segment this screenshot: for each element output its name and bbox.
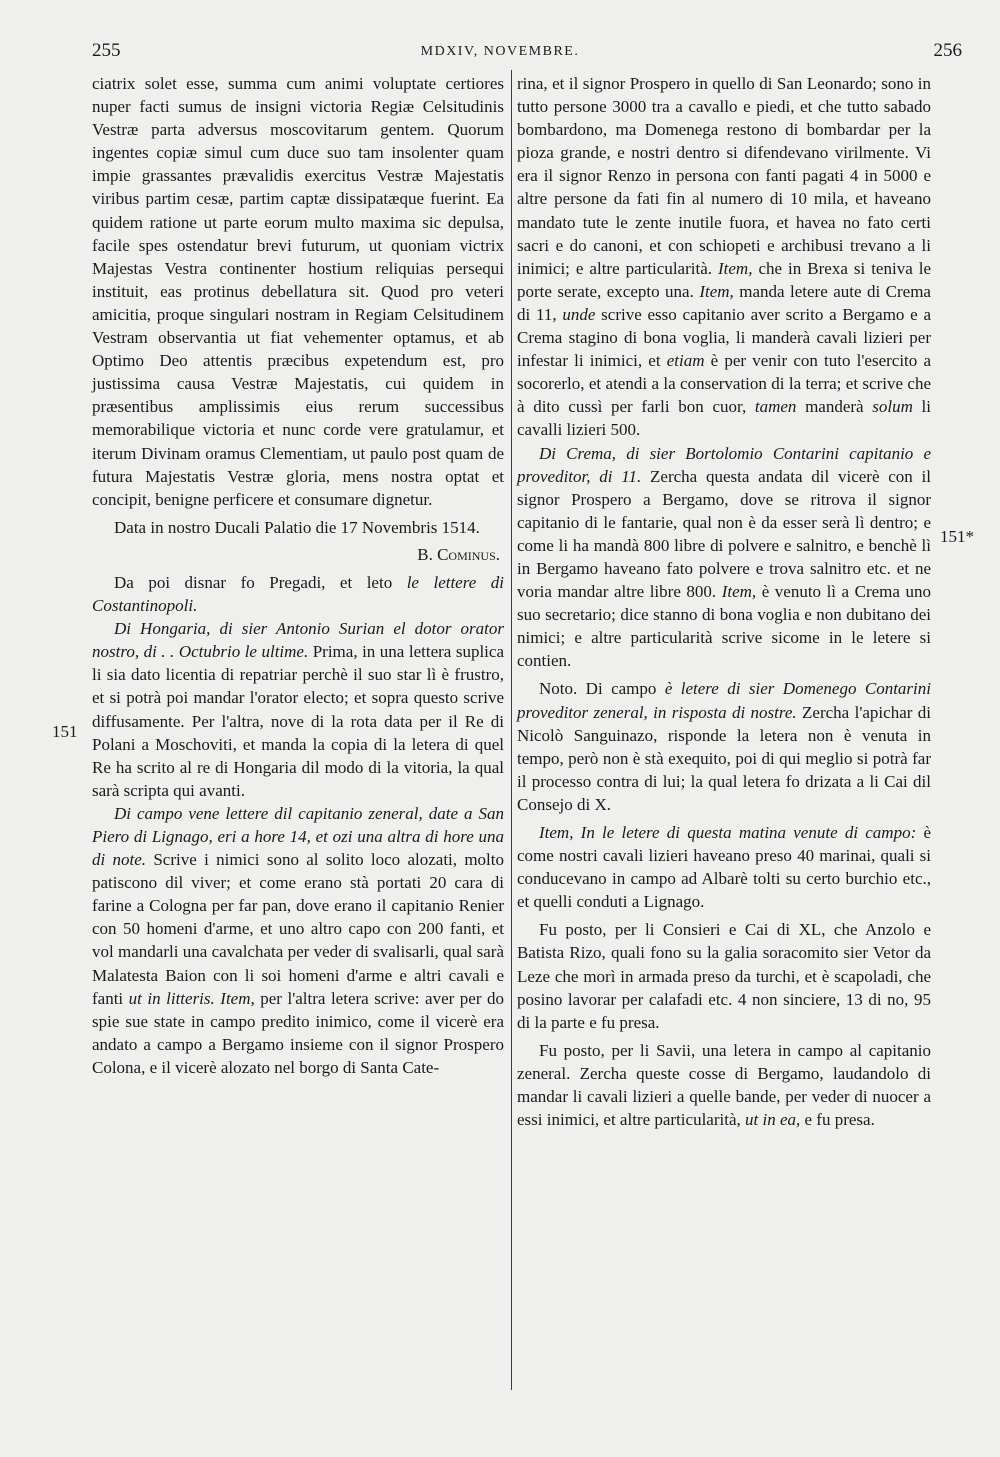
text: è per venir con tuto l'esercito a socorerlo, et atendi a la conservation di la terra; et scrive che à dito cussì per farli bon cuor, — [517, 351, 931, 417]
italic-text: solum — [872, 397, 913, 417]
paragraph-continuation — [517, 72, 931, 442]
letter-signature: B. Cominus. — [417, 544, 500, 564]
margin-note-right: 151* — [940, 527, 974, 546]
text: scrive esso capitanio aver scrito a Bergamo e a Crema stagino di bona voglia, li manderà cavali lizieri per infestar li inimici, et — [517, 304, 932, 371]
page-number-right: 256 — [933, 40, 962, 61]
text: rina, et il signor Prospero in quello di San Leonardo; sono in tutto persone 3000 tra a cavallo e piedi, et che tutto sabado bombardono, ma Domenega restono di bombardar per la pioza grande, e nostri dentro si difendevano virilmente. Vi era il signor Renzo in persona con fanti pagati 4 in 5000 e altre persone da fati fin al numero di 10 mila, et haveano mandato tute le zente inutile fuora, et havea no fato certi sacri e do canoni, et con schiopeti e archibusi trevano a li inimici; e altre particularità. — [517, 74, 931, 278]
text: manda letere aute di Crema di 11, — [517, 281, 931, 324]
text: Zercha l'apichar di Nicolò Sanguinazo, risponde la letera non è venuta in tempo, però non è stà exequito, poi di qui meglio si potrà far il processo contra di lui; la qual letera fo drizata a li Cai dil Consejo di X. — [517, 702, 932, 814]
paragraph-fu-posto-2 — [517, 1039, 931, 1131]
paragraph-pregadi — [92, 571, 504, 617]
italic-heading: Di campo vene lettere dil capitanio zeneral, date a San Piero di Lignago, eri a hore 14, et ozi una altra di hore una di note. — [92, 803, 504, 870]
paragraph-campo — [92, 802, 504, 1079]
italic-text: ut in litteris. Item, — [128, 988, 255, 1008]
text: Prima, in una lettera suplica li sia dato licentia di repatriar perchè il suo star lì è frustro, et si potrà poi mandar l'orator electo; et sopra questo scrive diffusamente. Per l'altra, nove di la rota data per il Re di Polani a Moschoviti, et manda la copia di la letera di quel Re ha scrito al re di Hongaria dil modo di la vitoria, la qual sarà scripta qui avanti. — [92, 642, 504, 800]
text: Zercha questa andata dil vicerè con il signor Prospero a Bergamo, dove se ritrova il signor capitanio di le fantarie, qual non è da esser serà lì dentro; e come li ha mandà 800 libre di polvere e salnitro, e benchè lì in Bergamo haveano fato polvere e trova salnitro etc. et ne voria mandar altre libre 800. — [517, 466, 932, 602]
column-divider — [511, 70, 512, 1390]
margin-note-left: 151 — [52, 722, 78, 741]
page-number-left: 255 — [92, 40, 121, 61]
text: che in Brexa si teniva le porte serate, excepto una. — [517, 258, 931, 301]
text: Da poi disnar fo Pregadi, et leto — [114, 572, 407, 592]
paragraph-item — [517, 821, 931, 913]
italic-text: etiam — [666, 351, 705, 371]
left-column — [92, 72, 504, 1079]
paragraph-fu-posto-1: Fu posto, per li Consieri e Cai di XL, che Anzolo e Batista Rizo, quali fono su la galia soracomito sier Vetor da Leze che morì in armada preso da turchi, et è scapoladi, che posino lavorar per calafadi etc. 4 non sinciere, 13 di no, 95 di la parte e fu presa. — [517, 920, 931, 1032]
text: Fu posto, per li Savii, una letera in campo al capitanio zeneral. Zercha queste cosse di Bergamo, laudandolo di mandar li cavali lizieri a quelle bande, per veder di nuocer a essi inimici, et altre particularità, — [517, 1040, 931, 1130]
italic-heading: Di Hongaria, di sier Antonio Surian el dotor orator nostro, di . . Octubrio le ultime. — [92, 619, 504, 662]
text: è venuto lì a Crema uno suo secretario; dice stanno di bona voglia e non dubitano dei nimici; e altre particularità scrive sicome in le letere si contien. — [517, 582, 931, 671]
text: è come nostri cavali lizieri haveano preso 40 marinai, quali si conducevano in campo ad Albarè tolti su certo burchio etc., et quelli conduti a Lignago. — [517, 823, 931, 912]
text: Noto. Di campo — [539, 679, 665, 699]
text: e fu presa. — [800, 1110, 875, 1130]
letter-date: Data in nostro Ducali Palatio die 17 Novembris 1514. — [114, 517, 480, 537]
italic-text: Item, — [699, 281, 734, 301]
running-title: MDXIV, NOVEMBRE. — [420, 44, 580, 59]
paragraph-hongaria — [92, 617, 504, 802]
italic-text: le lettere di Costantinopoli. — [92, 572, 504, 616]
italic-text: unde — [562, 304, 596, 324]
italic-text: Item, — [718, 258, 753, 278]
paragraph-noto — [517, 677, 931, 816]
text: li cavalli lizieri 500. — [517, 397, 931, 440]
italic-text: tamen — [754, 397, 797, 417]
italic-heading: Item, In le letere di questa matina venute di campo: — [539, 823, 917, 842]
text: manderà — [796, 397, 873, 417]
paragraph-crema — [517, 442, 931, 673]
right-column — [517, 72, 931, 1131]
latin-letter-body: ciatrix solet esse, summa cum animi voluptate certiores nuper facti sumus de insigni victoria Regiæ Celsitudinis Vestræ parta adversus moscovitarum gentem. Quorum ingentes copiæ simul cum duce suo tam insolenter quam impie grassantes prævalidis exercitus Vestræ Majestatis viribus partim cesæ, partim captæ dissipatæque fuerint. Ea quidem ratione ut parte eorum multo maxima sic depulsa, facile spes ostendatur brevi futurum, ut quoniam victrix Majestas Vestra continenter hostium reliquias persequi instituit, eas protinus debellatura sit. Quod pro veteri amicitia, proque singulari nostram in Regiam Celsitudinem Vestram observantia ut fiat vehementer optamus, et ab Optimo Deo attentis præcibus expetendum est, pro justissima causa Vestræ Majestatis, cui quidem in præsentibus amplissimis eius rerum successibus memorabilique victoria et nunc corde vere gratulamur, et iterum Divinam oramus Clementiam, ut paulo post quam de futura Majestatis Vestræ gloria, mens nostra optat et concipit, benigne perficere et consumare dignetur. — [92, 74, 504, 509]
italic-heading: Di Crema, di sier Bortolomio Contarini capitanio e proveditor, di 11. — [517, 443, 931, 486]
italic-text: ut in ea, — [745, 1110, 801, 1130]
italic-text: è letere di sier Domenego Contarini proveditor zeneral, in risposta di nostre. — [517, 679, 931, 722]
italic-text: Item, — [721, 582, 757, 602]
text: Scrive i nimici sono al solito loco alozati, molto patiscono dil viver; et come erano stà portati 20 cara di farine a Cologna per far pan, dove erano il capitanio Renier con 50 homeni d'arme, et uno altro capo con 200 fanti, et vol mandarli una cavalchata per veder di svalisarli, qual sarà Malatesta Baion con li soi homeni d'arme e altri cavali e fanti — [92, 850, 504, 1008]
text: per l'altra letera scrive: aver per do spie sue state in campo predito inimico, come il vicerè era andato a campo a Bergamo insieme con il signor Prospero Colona, e il vicerè alozato nel borgo di Santa Cate- — [92, 988, 505, 1077]
